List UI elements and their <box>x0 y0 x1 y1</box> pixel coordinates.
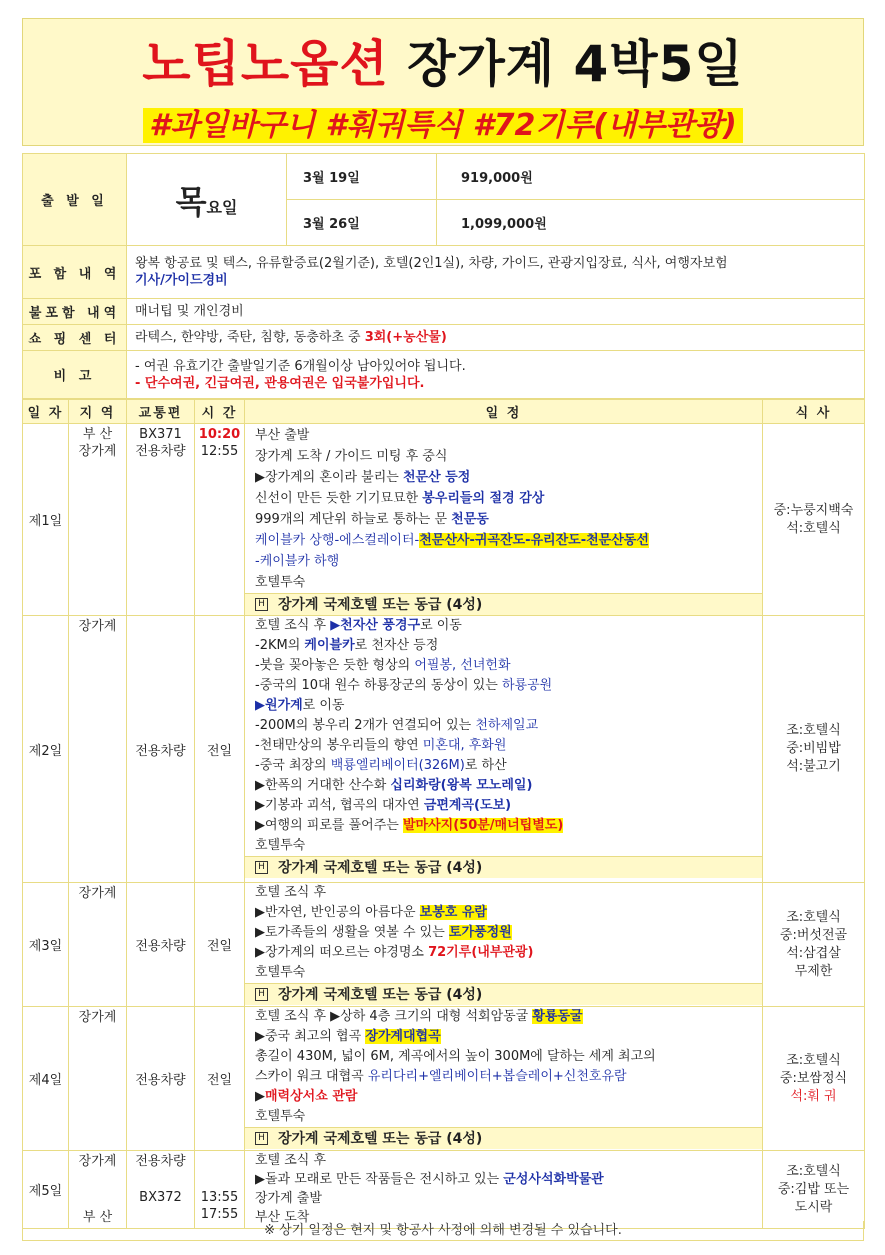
itinerary-line: ▶돌과 모래로 만든 작품들은 전시하고 있는 군성사석화박물관 <box>255 1172 604 1187</box>
itinerary-line: 스카이 워크 대협곡 유리다리+엘리베이터+봅슬레이+신천호유람 <box>255 1069 627 1084</box>
hotel-icon: H <box>255 598 268 611</box>
time-cell: 전일 <box>195 616 245 883</box>
note-2: - 단수여권, 긴급여권, 관용여권은 입국불가입니다. <box>135 375 425 391</box>
itinerary-cell <box>245 616 763 883</box>
itinerary-line: ▶원가계로 이동 <box>255 698 345 713</box>
note-cell <box>127 351 865 399</box>
itinerary-line: 호텔 조식 후 ▶천자산 풍경구로 이동 <box>255 618 462 633</box>
region-cell: 장가계 <box>69 616 127 883</box>
time-line: 10:20 <box>198 427 241 442</box>
transport-line: BX371 <box>139 427 182 442</box>
include-text-2: 기사/가이드경비 <box>135 273 228 288</box>
itinerary-line: -중국의 10대 원수 하룡장군의 동상이 있는 하룡공원 <box>255 678 553 693</box>
itinerary-line: 장가계 도착 / 가이드 미팅 후 중식 <box>255 449 448 464</box>
itinerary-line: 총길이 430M, 넓이 6M, 계곡에서의 높이 300M에 달하는 세계 최고의 <box>255 1049 656 1064</box>
itinerary-line: 호텔 조식 후 <box>255 1153 327 1168</box>
time-cell <box>195 424 245 616</box>
date-2: 3월 26일 <box>287 200 437 246</box>
transport-cell: 전용차량 <box>127 883 195 1007</box>
shopping-text: 라텍스, 한약방, 죽탄, 침향, 동충하초 중 <box>135 330 365 345</box>
day-row <box>23 883 865 1007</box>
itinerary-line: 호텔투숙 <box>255 575 306 590</box>
hotel-line <box>245 856 762 878</box>
region-line: 부 산 <box>82 427 113 442</box>
itinerary-line: 부산 도착 <box>255 1210 310 1225</box>
transport-cell <box>127 424 195 616</box>
highlight-place: 천문산 등정 <box>402 470 471 485</box>
info-table <box>22 153 865 399</box>
hotel-icon: H <box>255 861 268 874</box>
shopping-label: 쇼 핑 센 터 <box>23 325 127 351</box>
hotel-line <box>245 983 762 1005</box>
note-1: - 여권 유효기간 출발일기준 6개월이상 남아있어야 됩니다. <box>135 358 466 374</box>
hotel-name: 장가계 국제호텔 또는 동급 (4성) <box>278 987 483 1003</box>
time-cell: 13:55 17:55 <box>195 1151 245 1229</box>
include-text: 왕복 항공료 및 텍스, 유류할증료(2월기준), 호텔(2인1실), 차량, 가이드, 관광지입장료, 식사, 여행자보험 <box>135 256 728 271</box>
itinerary-line: 호텔 조식 후 <box>255 885 327 900</box>
include-cell <box>127 246 865 299</box>
highlight-place: 천문산사-귀곡잔도-유리잔도-천문산동선 <box>419 533 649 548</box>
shopping-count: 3회(+농산물) <box>364 330 447 345</box>
departure-label: 출 발 일 <box>23 154 127 246</box>
title-tags-row <box>23 107 863 145</box>
day-big: 목 <box>175 182 207 221</box>
itinerary-cell <box>245 1151 763 1229</box>
hotel-icon: H <box>255 1132 268 1145</box>
header-itinerary: 일 정 <box>245 400 763 424</box>
exclude-label: 불포함 내역 <box>23 299 127 325</box>
header-day: 일 자 <box>23 400 69 424</box>
time-cell: 전일 <box>195 1007 245 1151</box>
exclude-text: 매너팁 및 개인경비 <box>127 299 865 325</box>
time-cell: 전일 <box>195 883 245 1007</box>
transport-line: 전용차량 <box>135 444 186 459</box>
hotel-name: 장가계 국제호텔 또는 동급 (4성) <box>278 860 483 876</box>
itinerary-line: ▶매력상서쇼 관람 <box>255 1089 358 1104</box>
transport-cell: 전용차량 <box>127 616 195 883</box>
itinerary-line: ▶여행의 피로를 풀어주는 발마사지(50분/매너팁별도) <box>255 818 564 833</box>
hotel-name: 장가계 국제호텔 또는 동급 (4성) <box>278 1131 483 1147</box>
region-cell: 장가계 <box>69 1007 127 1151</box>
region-line: 장가계 <box>78 444 117 459</box>
hotel-name: 장가계 국제호텔 또는 동급 (4성) <box>278 597 483 613</box>
hotel-line <box>245 593 762 615</box>
time-line: 12:55 <box>200 444 239 459</box>
meal-cell: 조:호텔식 중:보쌈정식 석:훠 궈 <box>763 1007 865 1151</box>
itinerary-line: ▶한폭의 거대한 산수화 십리화랑(왕복 모노레일) <box>255 778 533 793</box>
itinerary-line: 호텔 조식 후 ▶상하 4층 크기의 대형 석회암동굴 황룡동굴 <box>255 1009 583 1024</box>
price-1: 919,000원 <box>437 154 865 200</box>
itinerary-line: ▶반자연, 반인공의 아름다운 보봉호 유람 <box>255 905 487 920</box>
day-small: 요일 <box>206 197 238 217</box>
highlight-place: 봉우리들의 절경 감상 <box>422 491 545 506</box>
day-row <box>23 1007 865 1151</box>
itinerary-line: ▶장가계의 떠오르는 야경명소 72기루(내부관광) <box>255 945 534 960</box>
itinerary-line: -200M의 봉우리 2개가 연결되어 있는 천하제일교 <box>255 718 539 733</box>
departure-day <box>127 154 287 246</box>
day-label: 제5일 <box>23 1151 69 1229</box>
day-label: 제3일 <box>23 883 69 1007</box>
itinerary-line: 999개의 계단위 하늘로 통하는 문 천문동 <box>255 512 489 527</box>
itinerary-line: ▶토가족들의 생활을 엿볼 수 있는 토가풍정원 <box>255 925 512 940</box>
itinerary-line: 장가계 출발 <box>255 1191 322 1206</box>
footer-note: ※ 상기 일정은 현지 및 항공사 사정에 의해 변경될 수 있습니다. <box>22 1221 864 1241</box>
header-transport: 교통편 <box>127 400 195 424</box>
itinerary-line: -붓을 꽂아놓은 듯한 형상의 어필봉, 선녀헌화 <box>255 658 511 673</box>
include-label: 포 함 내 역 <box>23 246 127 299</box>
region-cell: 장가계 부 산 <box>69 1151 127 1229</box>
itinerary-line: ▶장가계의 혼이라 불리는 천문산 등정 <box>255 470 471 485</box>
meal-cell: 조:호텔식 중:김밥 또는 도시락 <box>763 1151 865 1229</box>
title-banner <box>22 18 864 146</box>
meal-cell: 조:호텔식 중:비빔밥 석:불고기 <box>763 616 865 883</box>
header-meal: 식 사 <box>763 400 865 424</box>
itinerary-line: -케이블카 하행 <box>255 554 340 569</box>
itinerary-line: 호텔투숙 <box>255 838 306 853</box>
itinerary-line: -2KM의 케이블카로 천자산 등정 <box>255 638 439 653</box>
meal-cell: 조:호텔식 중:버섯전골 석:삼겹살 무제한 <box>763 883 865 1007</box>
itinerary-line: -천태만상의 봉우리들의 향연 미혼대, 후화원 <box>255 738 507 753</box>
itinerary-line: 신선이 만든 듯한 기기묘묘한 봉우리들의 절경 감상 <box>255 491 545 506</box>
title-tags: #과일바구니 #훠궈특식 #72기루(내부관광) <box>143 108 742 143</box>
transport-cell: 전용차량 BX372 <box>127 1151 195 1229</box>
day-label: 제1일 <box>23 424 69 616</box>
hotel-line <box>245 1127 762 1149</box>
itinerary-line: 케이블카 상행-에스컬레이터-천문산사-귀곡잔도-유리잔도-천문산동선 <box>255 533 649 548</box>
meal-cell: 중:누룽지백숙 석:호텔식 <box>763 424 865 616</box>
itinerary-cell <box>245 1007 763 1151</box>
itinerary-line: ▶기봉과 괴석, 협곡의 대자연 금편계곡(도보) <box>255 798 512 813</box>
hotel-icon: H <box>255 988 268 1001</box>
title-highlight: 노팁노옵션 <box>142 35 389 93</box>
title-main: 장가계 4박5일 <box>407 35 744 93</box>
day-row <box>23 616 865 883</box>
date-1: 3월 19일 <box>287 154 437 200</box>
day-label: 제2일 <box>23 616 69 883</box>
itinerary-cell <box>245 424 763 616</box>
day-row <box>23 1151 865 1229</box>
region-cell: 장가계 <box>69 883 127 1007</box>
page-title <box>23 35 863 93</box>
itinerary-line: 호텔투숙 <box>255 1109 306 1124</box>
transport-cell: 전용차량 <box>127 1007 195 1151</box>
day-row <box>23 424 865 616</box>
region-cell <box>69 424 127 616</box>
day-label: 제4일 <box>23 1007 69 1151</box>
header-time: 시 간 <box>195 400 245 424</box>
itinerary-line: 부산 출발 <box>255 428 310 443</box>
itinerary-cell <box>245 883 763 1007</box>
price-2: 1,099,000원 <box>437 200 865 246</box>
highlight-place: 천문동 <box>451 512 489 527</box>
schedule-table <box>22 399 865 1229</box>
shopping-cell <box>127 325 865 351</box>
itinerary-line: ▶중국 최고의 협곡 장가계대협곡 <box>255 1029 441 1044</box>
itinerary-line: -중국 최장의 백룡엘리베이터(326M)로 하산 <box>255 758 507 773</box>
note-label: 비 고 <box>23 351 127 399</box>
header-region: 지 역 <box>69 400 127 424</box>
itinerary-line: 호텔투숙 <box>255 965 306 980</box>
